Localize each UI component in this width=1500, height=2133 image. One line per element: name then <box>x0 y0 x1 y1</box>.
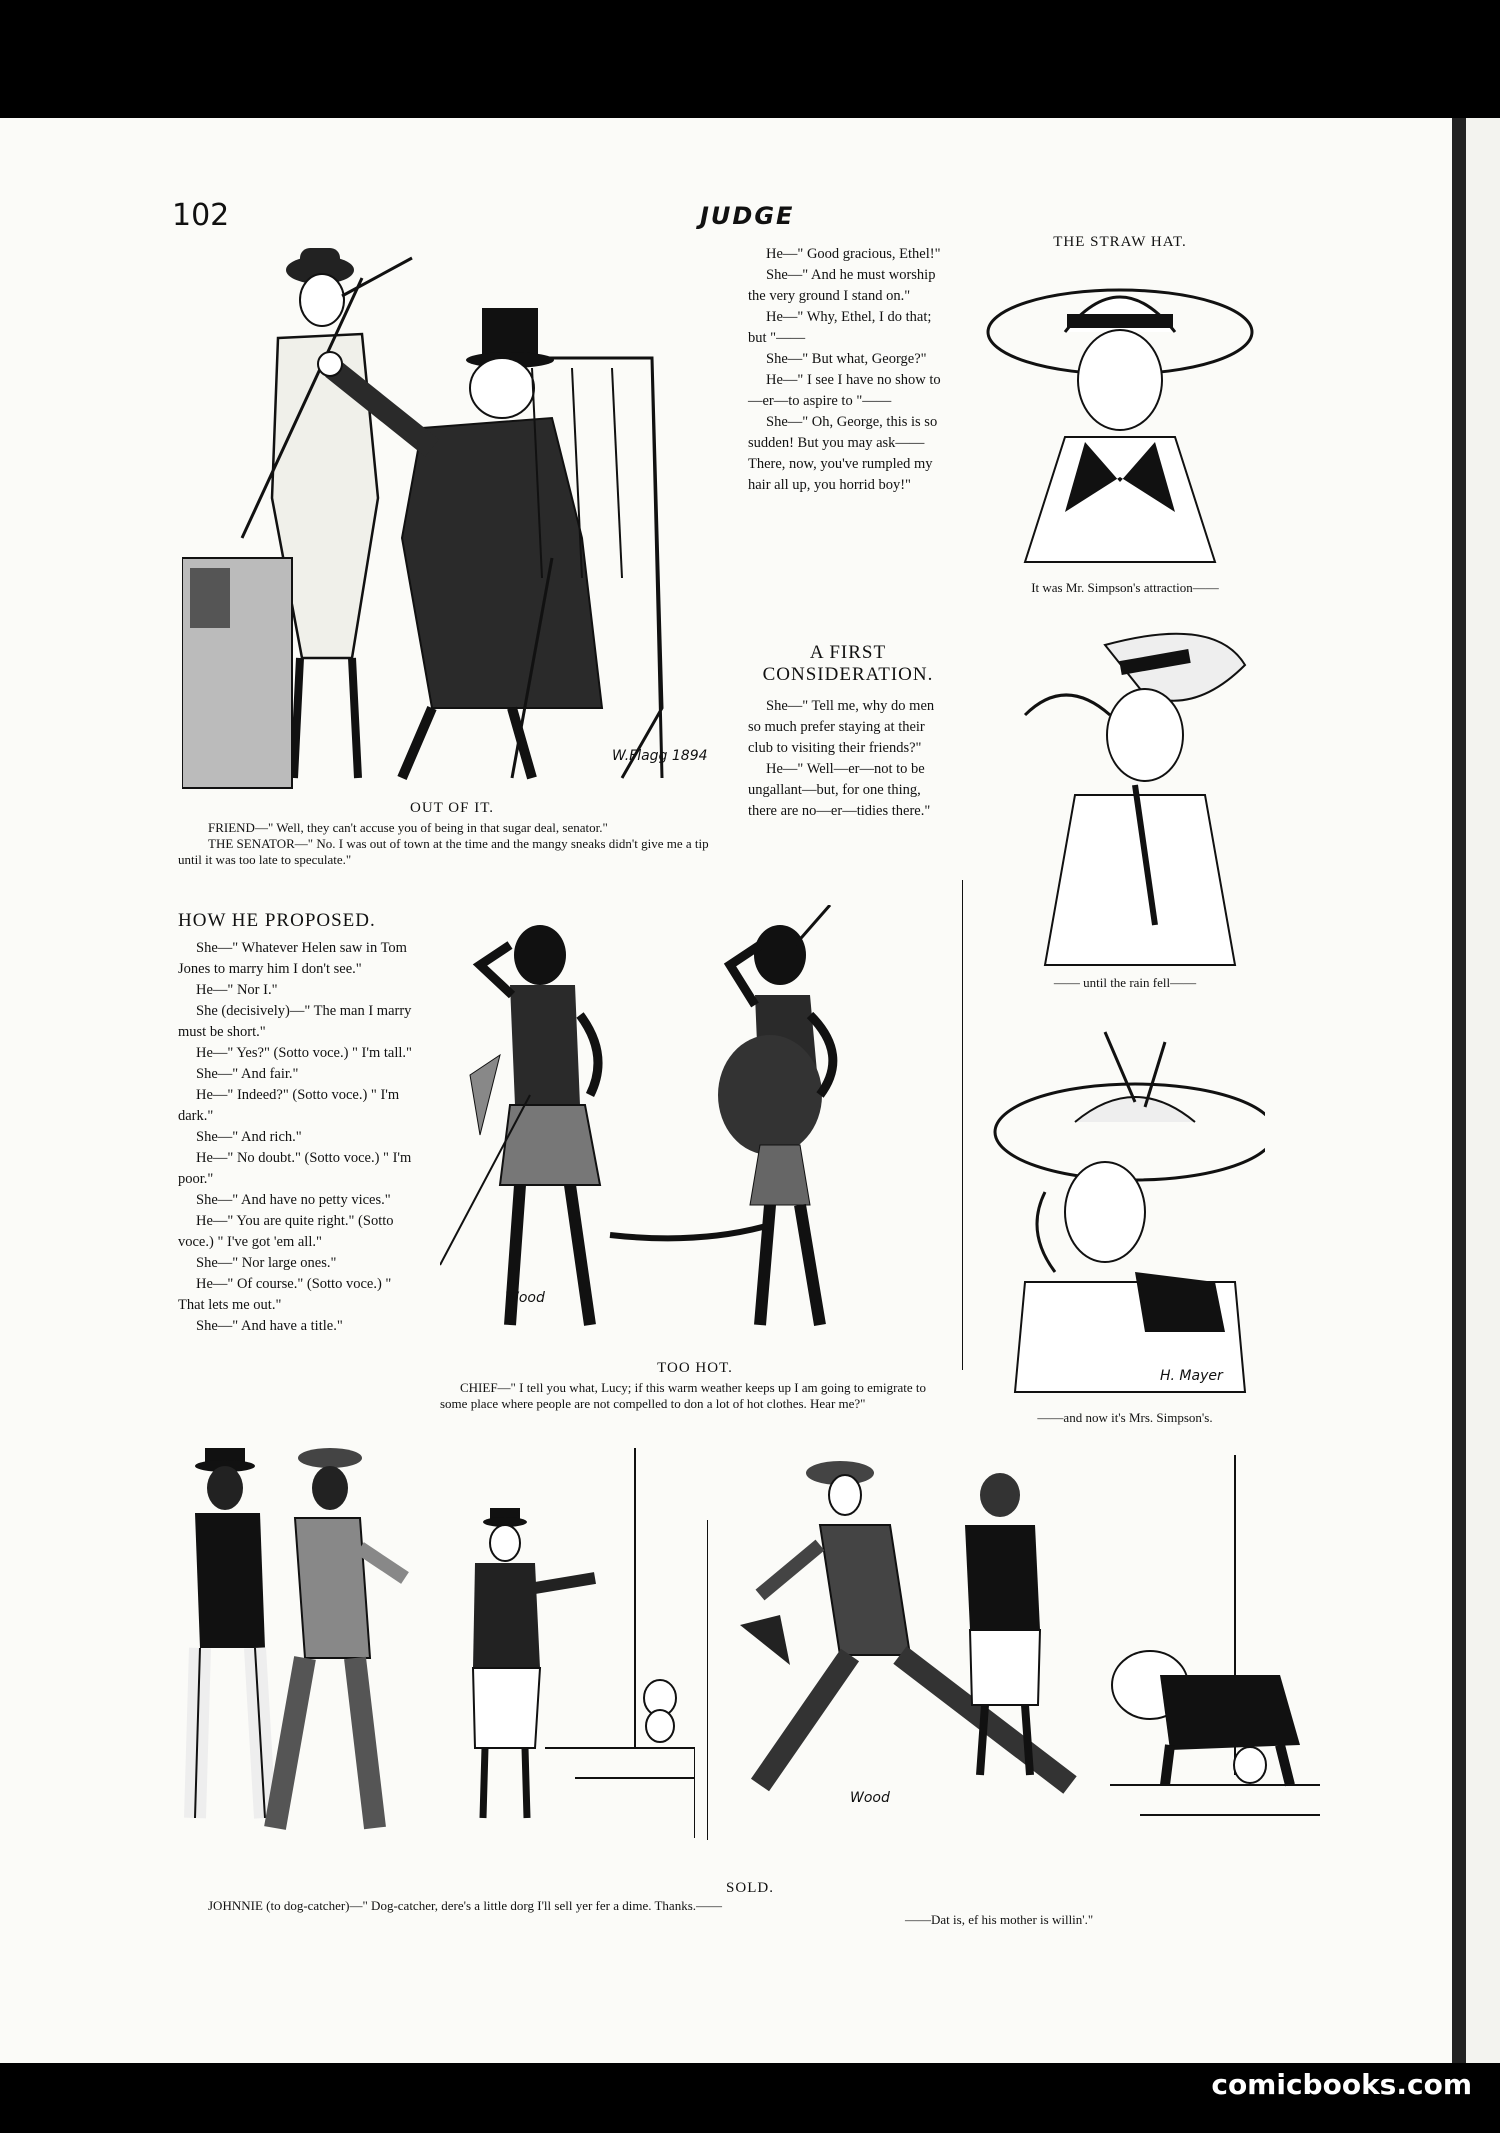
panel-divider <box>707 1520 708 1840</box>
dialogue-line: She—" And fair." <box>196 1066 299 1082</box>
dialogue-line: She—" And have a title." <box>196 1318 343 1334</box>
first-consideration-dialogue <box>748 696 944 822</box>
out-of-it-text <box>178 820 733 868</box>
straw-hat-caption-3: ——and now it's Mrs. Simpson's. <box>1037 1410 1213 1425</box>
dialogue-line: He—" Nor I." <box>196 982 278 998</box>
straw-hat-signature: H. Mayer <box>1160 1368 1223 1384</box>
too-hot-signature: Wood <box>505 1290 545 1306</box>
dialogue-line: She—" And rich." <box>196 1129 302 1145</box>
sold-caption-right: ——Dat is, ef his mother is willin'." <box>905 1912 1094 1927</box>
sudden-dialogue <box>748 244 944 496</box>
dialogue-line: He—" Good gracious, Ethel!" <box>766 246 941 262</box>
watermark: comicbooks.com <box>1211 2068 1472 2101</box>
straw-hat-illustration-3 <box>985 1002 1265 1402</box>
straw-hat-caption-2: —— until the rain fell—— <box>1053 975 1197 990</box>
masthead: JUDGE <box>700 202 795 230</box>
binding-spine <box>1452 118 1466 2063</box>
dialogue-line: She—" Whatever Helen saw in Tom Jones to marry him I don't see." <box>178 940 407 977</box>
dialogue-line: He—" Indeed?" (Sotto voce.) " I'm dark." <box>178 1087 400 1124</box>
how-he-proposed-dialogue <box>178 938 418 1337</box>
dialogue-line: He—" Yes?" (Sotto voce.) " I'm tall." <box>196 1045 412 1061</box>
dialogue-line: She—" Nor large ones." <box>196 1255 337 1271</box>
out-of-it-line-friend: FRIEND—" Well, they can't accuse you of being in that sugar deal, senator." <box>208 820 608 835</box>
straw-hat-title: THE STRAW HAT. <box>1053 234 1187 250</box>
too-hot-illustration <box>440 905 950 1345</box>
dialogue-line: He—" I see I have no show to—er—to aspire to "—— <box>748 372 941 409</box>
adjacent-page-edge <box>1466 118 1500 2063</box>
dialogue-line: He—" Why, Ethel, I do that; but "—— <box>748 309 932 346</box>
too-hot-text: CHIEF—" I tell you what, Lucy; if this warm weather keeps up I am going to emigrate to some place where people are not compelled to don a lot of hot clothes. Hear me?" <box>440 1380 926 1411</box>
dialogue-line: She—" And have no petty vices." <box>196 1192 391 1208</box>
page-number: 102 <box>172 198 230 233</box>
sold-illustration-left <box>155 1448 695 1838</box>
out-of-it-title: OUT OF IT. <box>409 800 495 816</box>
how-he-proposed-title: HOW HE PROPOSED. <box>178 910 376 931</box>
out-of-it-illustration <box>182 238 722 790</box>
dialogue-line: He—" Of course." (Sotto voce.) " That lets me out." <box>178 1276 392 1313</box>
straw-hat-caption-1: It was Mr. Simpson's attraction—— <box>1031 580 1219 595</box>
sold-title: SOLD. <box>726 1880 774 1896</box>
sold-signature: Wood <box>850 1790 890 1806</box>
dialogue-line: She—" And he must worship the very ground I stand on." <box>748 267 936 304</box>
sold-illustration-right <box>720 1455 1320 1855</box>
out-of-it-signature: W.Flagg 1894 <box>612 748 708 764</box>
dialogue-line: He—" No doubt." (Sotto voce.) " I'm poor." <box>178 1150 412 1187</box>
out-of-it-line-senator: THE SENATOR—" No. I was out of town at the time and the mangy sneaks didn't give me a tip until it was too late to speculate." <box>178 836 709 867</box>
straw-hat-illustration-1 <box>985 262 1255 572</box>
dialogue-line: She—" Oh, George, this is so sudden! But you may ask—— There, now, you've rumpled my hair all up, you horrid boy!" <box>748 414 938 493</box>
first-consideration-title: A FIRST CONSIDERATION. <box>762 642 934 685</box>
straw-hat-illustration-2 <box>985 605 1255 975</box>
dialogue-line: He—" You are quite right." (Sotto voce.) " I've got 'em all." <box>178 1213 394 1250</box>
dialogue-line: She (decisively)—" The man I marry must be short." <box>178 1003 412 1040</box>
dialogue-line: He—" Well—er—not to be ungallant—but, for one thing, there are no—er—tidies there." <box>748 761 931 819</box>
sold-caption-left: JOHNNIE (to dog-catcher)—" Dog-catcher, dere's a little dorg I'll sell yer fer a dime. Thanks.—— <box>208 1898 723 1913</box>
column-rule <box>962 880 963 1370</box>
too-hot-title: TOO HOT. <box>657 1360 733 1376</box>
dialogue-line: She—" Tell me, why do men so much prefer staying at their club to visiting their friends?" <box>748 698 935 756</box>
dialogue-line: She—" But what, George?" <box>766 351 927 367</box>
